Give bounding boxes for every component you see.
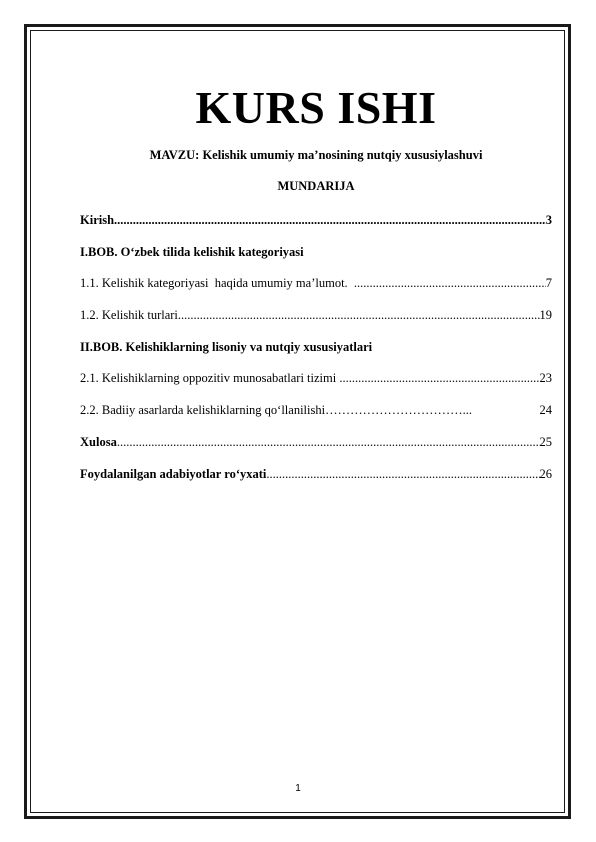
toc-entry-kirish[interactable] [80, 211, 552, 229]
toc-dot-leader [266, 465, 539, 483]
toc-dot-leader [339, 369, 539, 387]
toc-entry-page: 19 [539, 308, 552, 323]
toc-ellipsis-leader: ……………………………... [325, 403, 472, 418]
toc-dot-leader [117, 433, 540, 451]
toc-entry-label: 2.2. Badiiy asarlarda kelishiklarning qo‘llanilishi [80, 403, 326, 418]
toc-entry-xulosa[interactable] [80, 433, 552, 451]
toc-entry-page: 3 [545, 213, 552, 227]
toc-entry-page: 25 [539, 434, 552, 449]
toc-entry-2-2[interactable] [80, 401, 552, 419]
page-number: 1 [295, 783, 301, 794]
document-title: KURS ISHI [195, 82, 437, 133]
toc-entry-page: 24 [539, 403, 552, 418]
toc-entry-adabiyotlar[interactable] [80, 465, 552, 483]
toc-entry-2-1[interactable] [80, 369, 552, 387]
toc-dot-leader [354, 274, 546, 292]
toc-entry-label: 1.2. Kelishik turlari [80, 308, 178, 323]
toc-section-bob-2[interactable] [80, 338, 552, 356]
toc-entry-page: 23 [539, 371, 552, 386]
toc-entry-1-2[interactable] [80, 306, 552, 324]
toc-entry-label: 1.1. Kelishik kategoriyasi haqida umumiy ma’lumot. [80, 276, 354, 291]
toc-entry-label: Xulosa [80, 434, 117, 449]
toc-section-label: I.BOB. O‘zbek tilida kelishik kategoriyasi [80, 244, 304, 259]
toc-section-bob-1[interactable] [80, 243, 552, 261]
toc-entry-page: 7 [545, 276, 552, 291]
document-subject: MAVZU: Kelishik umumiy ma’nosining nutqiy xususiylashuvi [149, 148, 483, 162]
toc-entry-1-1[interactable] [80, 274, 552, 292]
toc-entry-page: 26 [539, 466, 552, 481]
toc-entry-label: Kirish [80, 213, 115, 227]
toc-dot-leader [114, 211, 546, 229]
toc-dot-leader [178, 306, 540, 324]
table-of-contents [80, 211, 552, 483]
page-content [80, 80, 552, 496]
toc-heading: MUNDARIJA [277, 179, 355, 193]
toc-entry-label: 2.1. Kelishiklarning oppozitiv munosabatlari tizimi [80, 371, 340, 386]
toc-entry-label: Foydalanilgan adabiyotlar ro‘yxati [80, 466, 267, 481]
toc-section-label: II.BOB. Kelishiklarning lisoniy va nutqiy xususiyatlari [80, 339, 373, 354]
